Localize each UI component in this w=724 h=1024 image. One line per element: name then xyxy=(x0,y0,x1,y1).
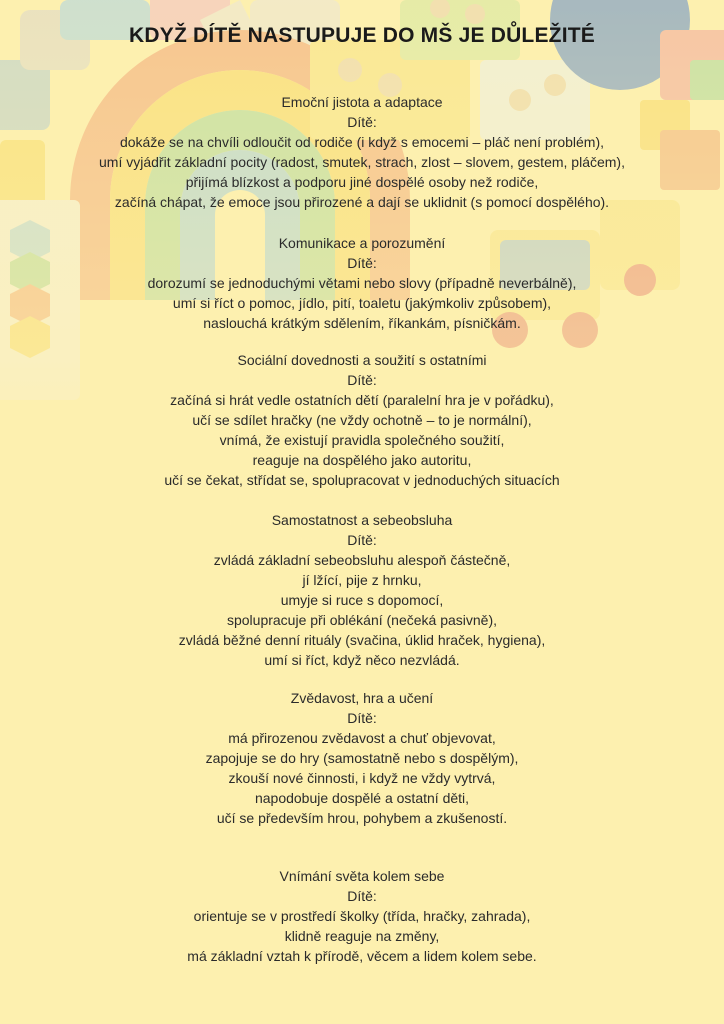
section-line: spolupracuje při oblékání (nečeká pasivně), xyxy=(226,612,498,628)
section-line: má základní vztah k přírodě, věcem a lidem kolem sebe. xyxy=(187,948,537,964)
section-line: učí se sdílet hračky (ne vždy ochotně – to je normální), xyxy=(192,412,532,428)
section-line: zapojuje se do hry (samostatně nebo s dospělým), xyxy=(205,750,519,766)
section-heading: Emoční jistota a adaptace xyxy=(281,94,443,110)
section-label: Dítě: xyxy=(347,532,377,548)
section-social-skills xyxy=(0,350,724,490)
section-line: umyje si ruce s dopomocí, xyxy=(280,592,444,608)
section-emotional-security xyxy=(0,92,724,212)
section-line: zvládá běžné denní rituály (svačina, úklid hraček, hygiena), xyxy=(178,632,546,648)
section-line: dokáže se na chvíli odloučit od rodiče (i když s emocemi – pláč není problém), xyxy=(119,134,604,150)
section-line: zvládá základní sebeobsluhu alespoň částečně, xyxy=(213,552,511,568)
section-heading: Zvědavost, hra a učení xyxy=(290,690,434,706)
section-line: umí vyjádřit základní pocity (radost, smutek, strach, zlost – slovem, gestem, pláčem), xyxy=(99,154,625,170)
section-label: Dítě: xyxy=(347,255,377,271)
page-title: KDYŽ DÍTĚ NASTUPUJE DO MŠ JE DŮLEŽITÉ xyxy=(129,24,595,47)
section-label: Dítě: xyxy=(347,888,377,904)
section-self-care xyxy=(0,510,724,670)
section-line: učí se čekat, střídat se, spolupracovat v jednoduchých situacích xyxy=(164,472,560,488)
section-world-perception xyxy=(0,866,724,966)
section-line: orientuje se v prostředí školky (třída, hračky, zahrada), xyxy=(193,908,531,924)
section-line: umí si říct o pomoc, jídlo, pití, toaletu (jakýmkoliv způsobem), xyxy=(172,295,552,311)
section-line: naslouchá krátkým sdělením, říkankám, písničkám. xyxy=(203,315,521,331)
section-curiosity-play xyxy=(0,688,724,828)
section-line: umí si říct, když něco nezvládá. xyxy=(264,652,460,668)
section-line: začíná si hrát vedle ostatních dětí (paralelní hra je v pořádku), xyxy=(170,392,554,408)
section-line: má přirozenou zvědavost a chuť objevovat, xyxy=(228,730,496,746)
section-heading: Vnímání světa kolem sebe xyxy=(279,868,445,884)
section-label: Dítě: xyxy=(347,114,377,130)
section-line: reaguje na dospělého jako autoritu, xyxy=(252,452,472,468)
section-line: napodobuje dospělé a ostatní děti, xyxy=(254,790,470,806)
section-heading: Sociální dovednosti a soužití s ostatními xyxy=(237,352,487,368)
section-line: přijímá blízkost a podporu jiné dospělé osoby než rodiče, xyxy=(185,174,539,190)
section-heading: Komunikace a porozumění xyxy=(278,235,446,251)
section-line: jí lžící, pije z hrnku, xyxy=(302,572,422,588)
section-communication xyxy=(0,233,724,333)
section-heading: Samostatnost a sebeobsluha xyxy=(271,512,453,528)
section-line: učí se především hrou, pohybem a zkušeností. xyxy=(216,810,508,826)
section-line: zkouší nové činnosti, i když ne vždy vytrvá, xyxy=(228,770,496,786)
section-line: klidně reaguje na změny, xyxy=(284,928,440,944)
section-line: vnímá, že existují pravidla společného soužití, xyxy=(219,432,505,448)
section-label: Dítě: xyxy=(347,372,377,388)
section-line: začíná chápat, že emoce jsou přirozené a dají se uklidnit (s pomocí dospělého). xyxy=(114,194,610,210)
section-line: dorozumí se jednoduchými větami nebo slovy (případně neverbálně), xyxy=(147,275,577,291)
section-label: Dítě: xyxy=(347,710,377,726)
